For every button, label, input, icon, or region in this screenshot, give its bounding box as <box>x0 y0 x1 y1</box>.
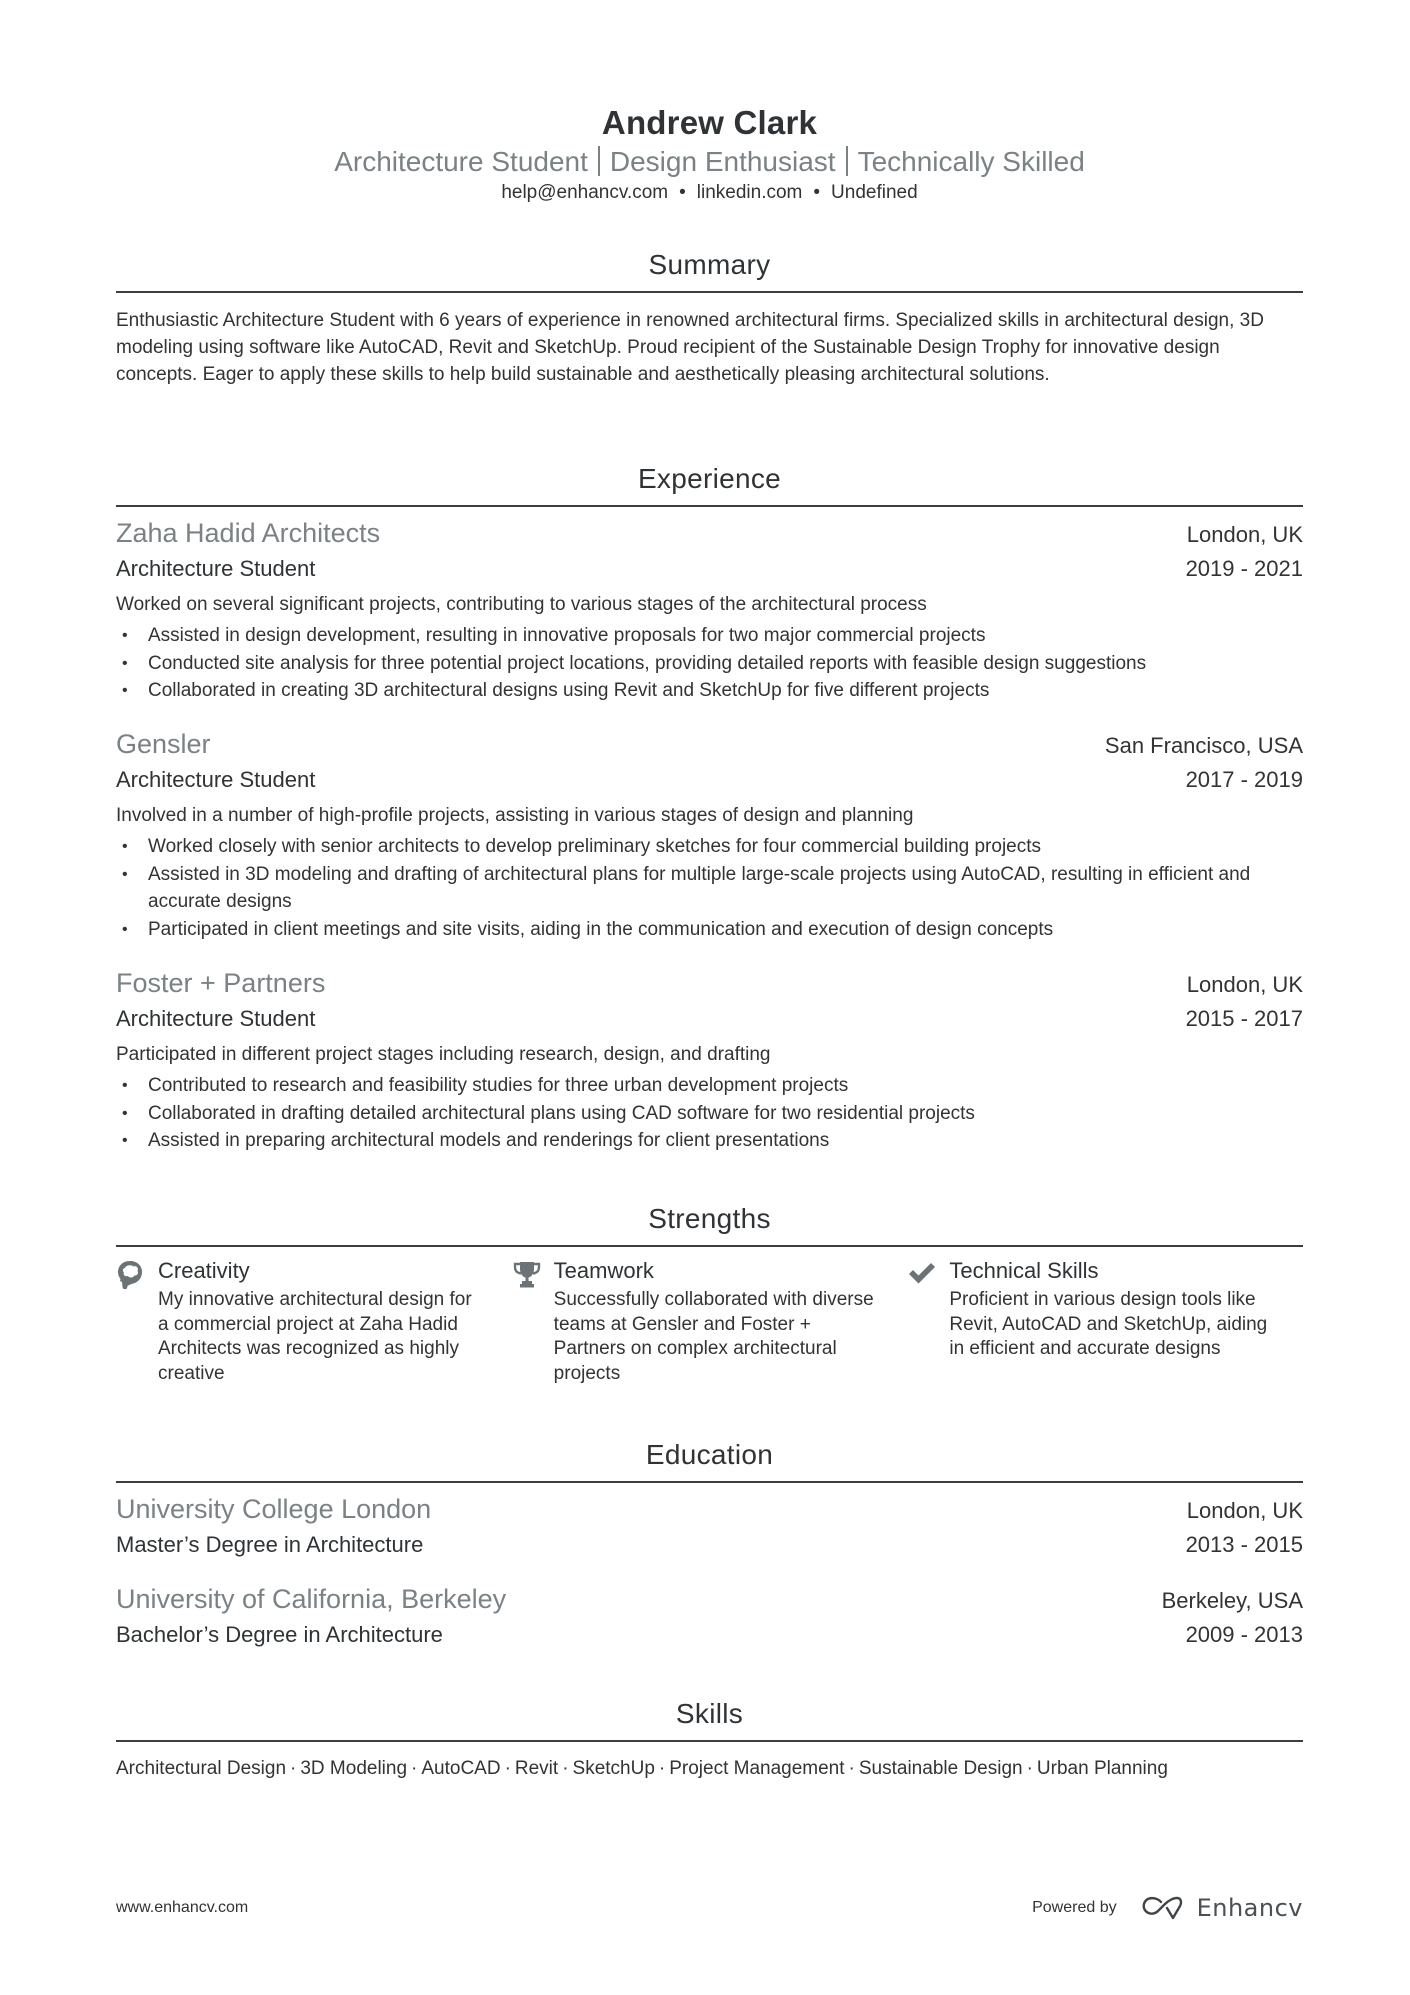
strength-description: Proficient in various design tools like Revit, AutoCAD and SketchUp, aiding in efficient and accurate designs <box>949 1289 1268 1359</box>
education-section <box>116 1437 1303 1483</box>
job-dates: 2017 - 2019 <box>1185 767 1303 792</box>
section-divider <box>116 1481 1303 1483</box>
school-location: Berkeley, USA <box>1161 1588 1303 1613</box>
education-entry <box>116 1492 1303 1562</box>
skill-separator: · <box>290 1758 297 1779</box>
job-location: London, UK <box>1186 522 1303 547</box>
achievement-item: • Contributed to research and feasibility studies for three urban development projects <box>116 1072 1303 1100</box>
skill-item: AutoCAD <box>421 1758 501 1779</box>
section-divider <box>116 1740 1303 1742</box>
headline-part: Design Enthusiast <box>609 146 836 177</box>
powered-by-label: Powered by <box>1032 1899 1117 1916</box>
skill-item: Urban Planning <box>1036 1758 1168 1779</box>
education-entry <box>116 1582 1303 1652</box>
achievement-item: • Assisted in preparing architectural models and renderings for client presentations <box>116 1127 1303 1155</box>
school-location: London, UK <box>1186 1498 1303 1523</box>
strength-description: Successfully collaborated with diverse teams at Gensler and Foster + Partners on complex architectural projects <box>553 1289 874 1384</box>
achievement-item: • Participated in client meetings and site visits, aiding in the communication and execution of design concepts <box>116 916 1303 944</box>
degree-name: Master’s Degree in Architecture <box>116 1532 424 1557</box>
company-name: Foster + Partners <box>116 968 326 998</box>
skill-separator: · <box>411 1758 418 1779</box>
job-location: London, UK <box>1186 972 1303 997</box>
strength-title: Technical Skills <box>949 1258 1099 1283</box>
headline-separator <box>846 146 848 176</box>
school-name: University College London <box>116 1494 432 1524</box>
skills-list <box>116 1755 1303 1782</box>
achievement-list <box>116 833 1303 943</box>
footer-website-link[interactable]: www.enhancv.com <box>116 1899 249 1916</box>
job-description: Involved in a number of high-profile projects, assisting in various stages of design and planning <box>116 805 914 826</box>
strength-description: My innovative architectural design for a commercial project at Zaha Hadid Architects was recognized as highly creative <box>158 1289 472 1384</box>
section-title-experience: Experience <box>637 463 782 494</box>
achievement-list <box>116 622 1303 705</box>
achievement-item: • Collaborated in creating 3D architectural designs using Revit and SketchUp for five different projects <box>116 677 1303 705</box>
contact-separator: • <box>679 182 686 203</box>
contact-separator: • <box>813 182 821 203</box>
achievement-list <box>116 1072 1303 1155</box>
skill-item: Architectural Design <box>116 1758 287 1779</box>
achievement-item: • Collaborated in drafting detailed architectural plans using CAD software for two residential projects <box>116 1100 1303 1128</box>
checkmark-icon <box>907 1256 949 1386</box>
skill-item: Revit <box>514 1758 559 1779</box>
experience-entry <box>116 727 1303 943</box>
strengths-section <box>116 1201 1303 1247</box>
skill-separator: · <box>848 1758 855 1779</box>
strengths-grid <box>116 1256 1303 1386</box>
education-dates: 2013 - 2015 <box>1185 1532 1303 1557</box>
job-location: San Francisco, USA <box>1104 733 1303 758</box>
headline-part: Technically Skilled <box>857 146 1085 177</box>
experience-entry <box>116 966 1303 1155</box>
skill-separator: · <box>562 1758 569 1779</box>
enhancv-logo[interactable] <box>1141 1894 1303 1922</box>
linkedin-link[interactable]: linkedin.com <box>696 182 803 203</box>
section-divider <box>116 505 1303 507</box>
job-title: Architecture Student <box>116 767 316 792</box>
achievement-item: • Assisted in 3D modeling and drafting of architectural plans for multiple large-scale projects using AutoCAD, resulting in efficient and accurate designs <box>116 861 1303 916</box>
enhancv-logo-icon <box>1141 1895 1187 1921</box>
job-title: Architecture Student <box>116 1006 316 1031</box>
achievement-item: • Assisted in design development, resulting in innovative proposals for two major commercial projects <box>116 622 1303 650</box>
skill-item: Project Management <box>669 1758 845 1779</box>
headline <box>116 144 1303 180</box>
education-dates: 2009 - 2013 <box>1185 1622 1303 1647</box>
strength-item <box>907 1256 1303 1386</box>
job-dates: 2015 - 2017 <box>1185 1006 1303 1031</box>
powered-by <box>1032 1894 1303 1922</box>
degree-name: Bachelor’s Degree in Architecture <box>116 1622 443 1647</box>
summary-text: Enthusiastic Architecture Student with 6 years of experience in renowned architectural firms. Specialized skills in architectural design, 3D modeling using software like AutoCAD, Revit and SketchUp. Proud recipient of the Sustainable Design Trophy for innovative design concepts. Eager to apply these skills to help build sustainable and aesthetically pleasing architectural solutions. <box>116 310 1264 385</box>
achievement-item: • Conducted site analysis for three potential project locations, providing detailed reports with feasible design suggestions <box>116 650 1303 678</box>
school-name: University of California, Berkeley <box>116 1584 507 1614</box>
candidate-name: Andrew Clark <box>601 104 818 141</box>
strength-item <box>116 1256 512 1386</box>
trophy-icon <box>512 1256 554 1386</box>
strength-title: Creativity <box>158 1258 250 1283</box>
brand-name: Enhancv <box>1196 1894 1303 1922</box>
job-description: Worked on several significant projects, contributing to various stages of the architectural process <box>116 594 927 615</box>
experience-entry <box>116 516 1303 705</box>
experience-section <box>116 461 1303 507</box>
skill-separator: · <box>658 1758 666 1779</box>
achievement-item: • Worked closely with senior architects to develop preliminary sketches for four commercial building projects <box>116 833 1303 861</box>
section-divider <box>116 1245 1303 1247</box>
job-dates: 2019 - 2021 <box>1185 556 1303 581</box>
company-name: Gensler <box>116 729 211 759</box>
strength-title: Teamwork <box>553 1258 654 1283</box>
resume-header <box>116 102 1303 206</box>
headline-separator <box>598 146 600 176</box>
page-footer <box>116 1894 1303 1922</box>
section-divider <box>116 291 1303 293</box>
resume-page <box>116 0 1303 1995</box>
job-title: Architecture Student <box>116 556 316 581</box>
section-title-strengths: Strengths <box>648 1203 771 1234</box>
section-title-skills: Skills <box>675 1698 744 1729</box>
skills-section <box>116 1696 1303 1782</box>
brain-head-icon <box>116 1256 158 1386</box>
company-name: Zaha Hadid Architects <box>116 518 381 548</box>
location-text: Undefined <box>831 182 918 203</box>
summary-section <box>116 247 1303 388</box>
job-description: Participated in different project stages including research, design, and drafting <box>116 1044 771 1065</box>
skill-separator: · <box>504 1758 511 1779</box>
contact-line <box>116 180 1303 206</box>
skill-item: SketchUp <box>572 1758 655 1779</box>
strength-item <box>512 1256 908 1386</box>
skill-item: 3D Modeling <box>300 1758 408 1779</box>
email-link[interactable]: help@enhancv.com <box>501 182 669 203</box>
headline-part: Architecture Student <box>334 146 588 177</box>
skill-item: Sustainable Design <box>858 1758 1023 1779</box>
section-title-education: Education <box>645 1439 774 1470</box>
section-title-summary: Summary <box>648 249 771 280</box>
skill-separator: · <box>1026 1758 1033 1779</box>
